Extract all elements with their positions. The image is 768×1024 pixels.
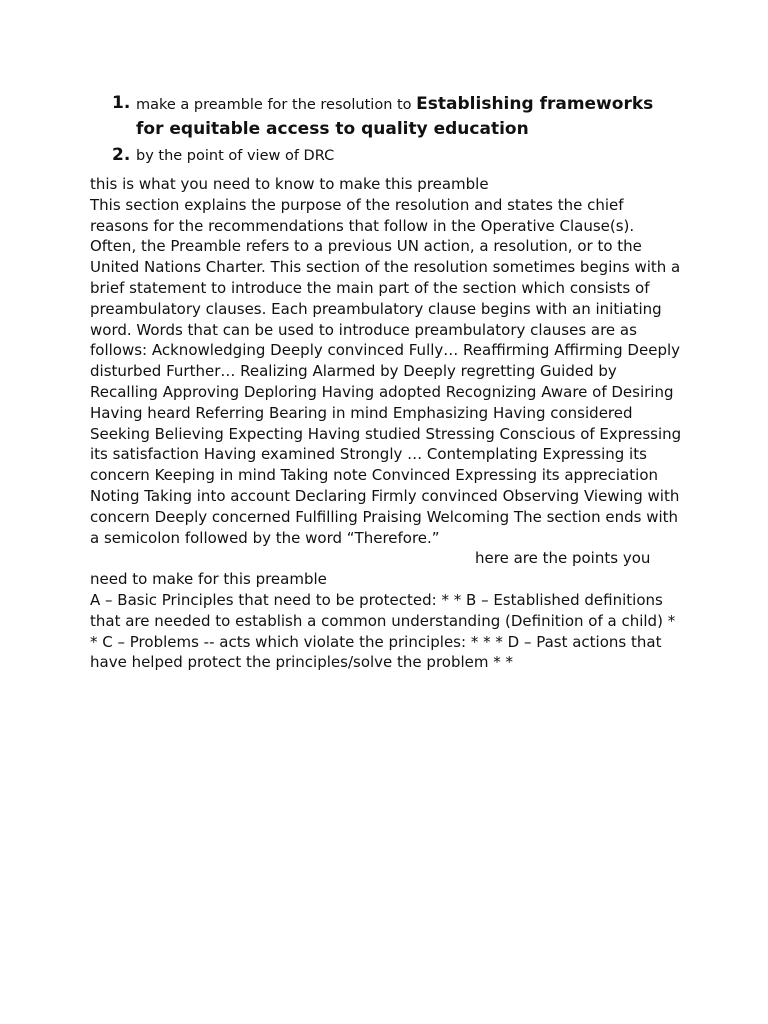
section-text: This section explains the purpose of the resolution and states the chief reasons for the recommendations that follow in the Operative Clause(s). Often, the Preamble refers to a previous UN action, a resolution, or to the United Nations Charter. This section of the resolution sometimes begins with a brief statement to introduce the main part of the section which consists of preambulatory clauses. Each preambulatory clause begins with an initiating word. Words that can be used to introduce preambulatory clauses are as follows: Acknowledging Deeply convinced Fully… Reaffirming Affirming Deeply disturbed Further… Realizing Alarmed by Deeply regretting Guided by Recalling Approving Deploring Having adopted Recognizing Aware of Desiring Having heard Referring Bearing in mind Emphasizing Having considered Seeking Believing Expecting Having studied Stressing Conscious of Expressing its satisfaction Having examined Strongly … Contemplating Expressing its concern Keeping in mind Taking note Convinced Expressing its appreciation Noting Taking into account Declaring Firmly convinced Observing Viewing with concern Deeply concerned Fulfilling Praising Welcoming The section ends with a semicolon followed by the word “Therefore.” (90, 195, 682, 547)
list-number-2: 2. (112, 145, 131, 165)
section-paragraph (90, 195, 685, 590)
list-item-1-prefix: make a preamble for the resolution to (136, 97, 417, 113)
list-number-1: 1. (112, 93, 131, 113)
points-intro: here are the points you need to make for this preamble (90, 549, 651, 589)
numbered-list (112, 92, 682, 167)
list-item-2-text: by the point of view of DRC (136, 148, 335, 164)
list-item-1 (112, 92, 682, 141)
body-text (90, 174, 685, 673)
list-item-2 (112, 144, 682, 167)
points-paragraph: A – Basic Principles that need to be protected: * * B – Established definitions that are needed to establish a common understanding (Definition of a child) * * C – Problems -- acts which violate the principles: * * * D – Past actions that have helped protect the principles/solve the problem * * (90, 590, 676, 672)
intro-line: this is what you need to know to make this preamble (90, 175, 489, 193)
resolution-title: Establishing frameworks for equitable access to quality education (136, 94, 654, 139)
